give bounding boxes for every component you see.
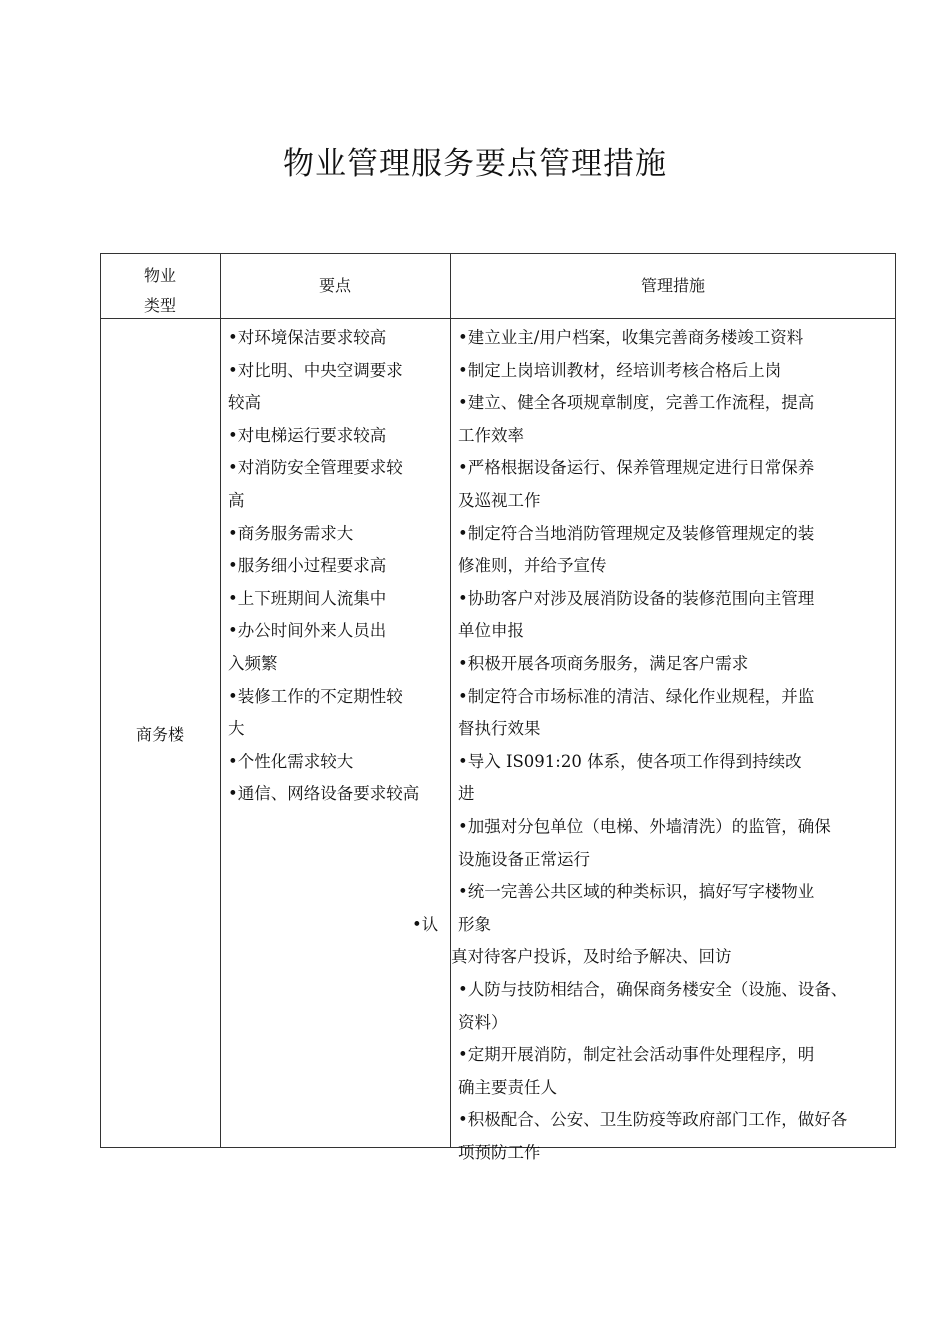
measures-line: •加强对分包单位（电梯、外墙清洗）的监管，确保 — [458, 816, 831, 836]
points-line: 入频繁 — [228, 653, 278, 673]
measures-line: 工作效率 — [458, 425, 524, 445]
points-line: 较高 — [228, 393, 261, 413]
measures-line: •建立、健全各项规章制度，完善工作流程，提高 — [458, 393, 815, 413]
points-line: •对比明、中央空调要求 — [228, 360, 403, 380]
measures-line: 进 — [458, 784, 475, 804]
measures-cell — [451, 319, 895, 1162]
measures-line: 设施设备正常运行 — [458, 849, 590, 869]
points-line: •商务服务需求大 — [228, 523, 354, 543]
measures-line: •人防与技防相结合，确保商务楼安全（设施、设备、 — [458, 980, 848, 999]
points-list — [228, 322, 419, 811]
points-line: •对电梯运行要求较高 — [228, 425, 387, 445]
header-property-type — [100, 261, 220, 321]
header-type-line2: 类型 — [143, 296, 176, 315]
table-border-left — [100, 253, 101, 1148]
measures-list-b — [458, 974, 847, 1170]
header-points: 要点 — [318, 276, 351, 295]
points-line: 大 — [228, 719, 245, 739]
measures-line: •建立业主/用户档案，收集完善商务楼竣工资料 — [458, 328, 804, 347]
measures-line: •制定上岗培训教材，经培训考核合格后上岗 — [458, 360, 782, 380]
management-table — [100, 253, 896, 1162]
measures-line: •制定符合市场标准的清洁、绿化作业规程，并监 — [458, 686, 815, 706]
points-line: •对环境保洁要求较高 — [228, 328, 387, 347]
measures-line: 及巡视工作 — [458, 490, 541, 510]
points-line: 高 — [228, 490, 245, 510]
points-line: •对消防安全管理要求较 — [228, 458, 403, 478]
measures-line: •积极配合、公安、卫生防疫等政府部门工作，做好各 — [458, 1110, 848, 1130]
document-title: 物业管理服务要点管理措施 — [283, 146, 667, 182]
stray-bullet-mark: •认 — [412, 915, 439, 934]
measures-continuation: 真对待客户投诉，及时给予解决、回访 — [451, 947, 732, 966]
points-line: •服务细小过程要求高 — [228, 556, 387, 576]
measures-line: •严格根据设备运行、保养管理规定进行日常保养 — [458, 458, 815, 478]
measures-line: 资料） — [458, 1012, 508, 1032]
measures-line: •统一完善公共区域的种类标识，搞好写字楼物业 — [458, 882, 815, 902]
measures-line: 单位申报 — [458, 621, 524, 641]
measures-line: •定期开展消防，制定社会活动事件处理程序，明 — [458, 1045, 815, 1065]
measures-line: •协助客户对涉及展消防设备的装修范围向主管理 — [458, 588, 815, 608]
table-border-right — [895, 253, 896, 1148]
points-line: •个性化需求较大 — [228, 751, 354, 771]
measures-line: 修准则，并给予宣传 — [458, 556, 607, 576]
points-line: •办公时间外来人员出 — [228, 621, 387, 641]
measures-line: •制定符合当地消防管理规定及装修管理规定的装 — [458, 523, 815, 543]
points-line: •装修工作的不定期性较 — [228, 686, 403, 706]
measures-line: 形象 — [458, 914, 491, 934]
points-line: •通信、网络设备要求较高 — [228, 784, 420, 804]
header-measures: 管理措施 — [640, 276, 705, 295]
measures-list-a — [458, 322, 831, 941]
measures-line: 项预防工作 — [458, 1142, 541, 1162]
measures-line: •导入 IS091:20 体系，使各项工作得到持续改 — [458, 751, 802, 771]
column-divider-1 — [220, 253, 221, 1148]
measures-line: •积极开展各项商务服务，满足客户需求 — [458, 653, 749, 673]
measures-line: 确主要责任人 — [458, 1077, 557, 1097]
header-type-line1: 物业 — [143, 266, 176, 285]
property-type-cell: 商务楼 — [135, 725, 184, 744]
measures-line: 督执行效果 — [458, 719, 541, 739]
points-line: •上下班期间人流集中 — [228, 588, 387, 608]
